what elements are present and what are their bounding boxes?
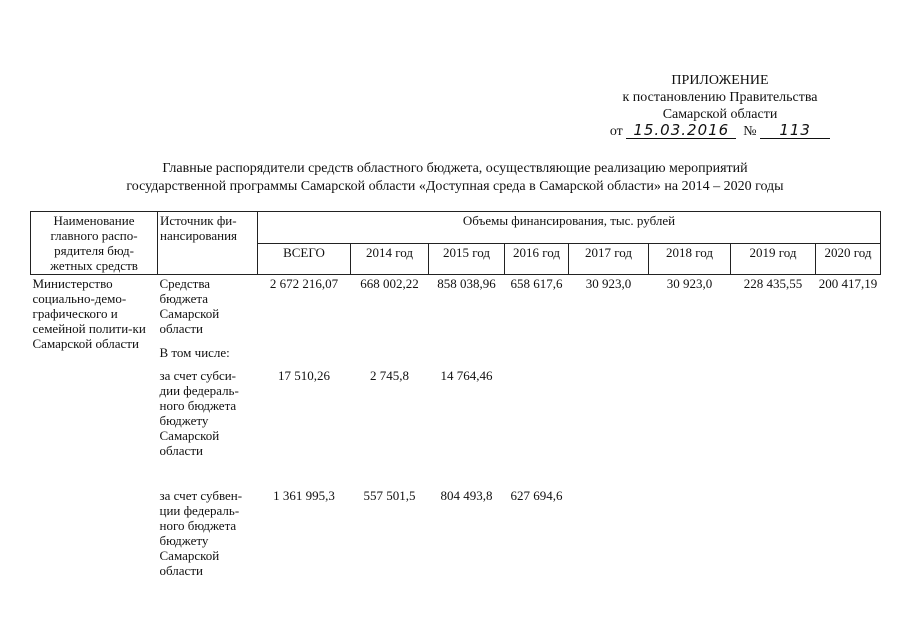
row-source: за счет субвен-ции федераль-ного бюджета бюджету Самарской области [159,488,243,578]
appendix-line1: к постановлению Правительства [622,90,818,105]
row-source: Средства бюджета Самарской области [159,276,220,336]
cell-value: 30 923,0 [585,276,632,291]
document-title [60,160,850,196]
header-year: 2016 год [505,243,569,275]
appendix-date-line [560,123,880,140]
header-year: 2017 год [569,243,649,275]
cell-value: 1 361 995,3 [273,488,335,503]
appendix-block [560,72,880,140]
header-volume: Объемы финансирования, тыс. рублей [258,212,881,244]
from-label: от [609,124,623,139]
header-year: 2019 год [731,243,816,275]
header-year: 2015 год [429,243,505,275]
row-source: за счет субси-дии федераль-ного бюджета бюджету Самарской области [159,368,239,458]
header-year: ВСЕГО [258,243,351,275]
table-row [31,337,881,367]
number-label: № [743,124,757,139]
header-year: 2018 год [649,243,731,275]
cell-value: 658 617,6 [510,276,563,291]
header-name: Наименование главного распо-рядителя бюд-жетных средств [31,212,158,275]
appendix-line2: Самарской области [662,107,778,122]
table-row [31,487,881,579]
title-line1: Главные распорядители средств областного бюджета, осуществляющие реализацию мероприятий [162,161,748,176]
header-source: Источник фи-нансирования [158,212,258,275]
ministry-name: Министерство социально-демо-графического и семейной полити-ки Самарской области [32,276,146,351]
resolution-date: 15.03.2016 [626,123,736,139]
cell-value: 627 694,6 [510,488,563,503]
resolution-number: 113 [760,123,830,139]
cell-value: 2 672 216,07 [269,276,339,291]
cell-value: 557 501,5 [363,488,416,503]
title-line2: государственной программы Самарской области «Доступная среда в Самарской области» на 2014 – 2020 годы [126,179,784,194]
header-year: 2014 год [351,243,429,275]
cell-value: 228 435,55 [743,276,803,291]
table-row [31,275,881,338]
cell-value: 668 002,22 [360,276,419,291]
table-row [31,367,881,487]
cell-value: 858 038,96 [437,276,496,291]
cell-value: 14 764,46 [440,368,493,383]
cell-value: 30 923,0 [666,276,713,291]
row-source: В том числе: [159,344,230,360]
cell-value: 804 493,8 [440,488,493,503]
cell-value: 2 745,8 [370,368,409,383]
appendix-title: ПРИЛОЖЕНИЕ [671,73,769,88]
cell-value: 200 417,19 [818,276,878,291]
header-year: 2020 год [816,243,881,275]
financing-table [30,211,881,579]
cell-value: 17 510,26 [278,368,330,383]
